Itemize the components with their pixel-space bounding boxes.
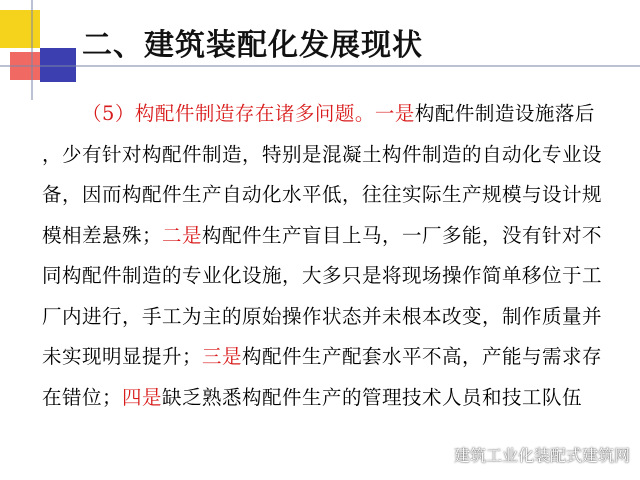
paragraph-line (42, 94, 610, 135)
watermark-text: 建筑工业化装配式建筑网 (453, 446, 630, 465)
body-text: 厂内进行，手工为主的原始操作状态并未根本改变，制作质量并 (42, 304, 603, 328)
body-text: 构配件生产盲目上马，一厂多能，没有针对不 (202, 223, 603, 247)
paragraph-line (42, 216, 610, 257)
deco-yellow-square (0, 10, 40, 48)
body-text: 在错位； (42, 385, 123, 409)
body-text: ，少有针对构配件制造，特别是混凝土构件制造的自动化专业设 (42, 142, 603, 166)
watermark (426, 443, 630, 466)
highlight-text: 二是 (162, 223, 203, 247)
paragraph-line (42, 175, 610, 216)
paragraph-line (42, 297, 610, 338)
paragraph-line (42, 337, 610, 378)
body-text: 模相差悬殊； (42, 223, 163, 247)
wechat-icon (426, 446, 448, 464)
paragraph-line (42, 256, 610, 297)
highlight-text: （5）构配件制造存在诸多问题。一是 (82, 102, 415, 125)
highlight-text: 四是 (122, 385, 163, 409)
slide-title: 二、建筑装配化发展现状 (82, 28, 423, 63)
body-text: 同构配件制造的专业化设施，大多只是将现场操作简单移位于工 (42, 264, 603, 287)
body-text: 构配件生产配套水平不高，产能与需求存 (242, 345, 603, 368)
body-text: 备，因而构配件生产自动化水平低，往往实际生产规模与设计规 (42, 183, 603, 206)
body-text: 构配件制造设施落后 (414, 102, 595, 125)
paragraph-line (42, 378, 610, 419)
paragraph (42, 94, 610, 418)
paragraph-line (42, 135, 610, 176)
body-text: 缺乏熟悉构配件生产的管理技术人员和技工队伍 (162, 385, 583, 409)
highlight-text: 三是 (202, 345, 243, 368)
deco-blue-square (40, 48, 76, 82)
body-text: 未实现明显提升； (42, 345, 203, 368)
